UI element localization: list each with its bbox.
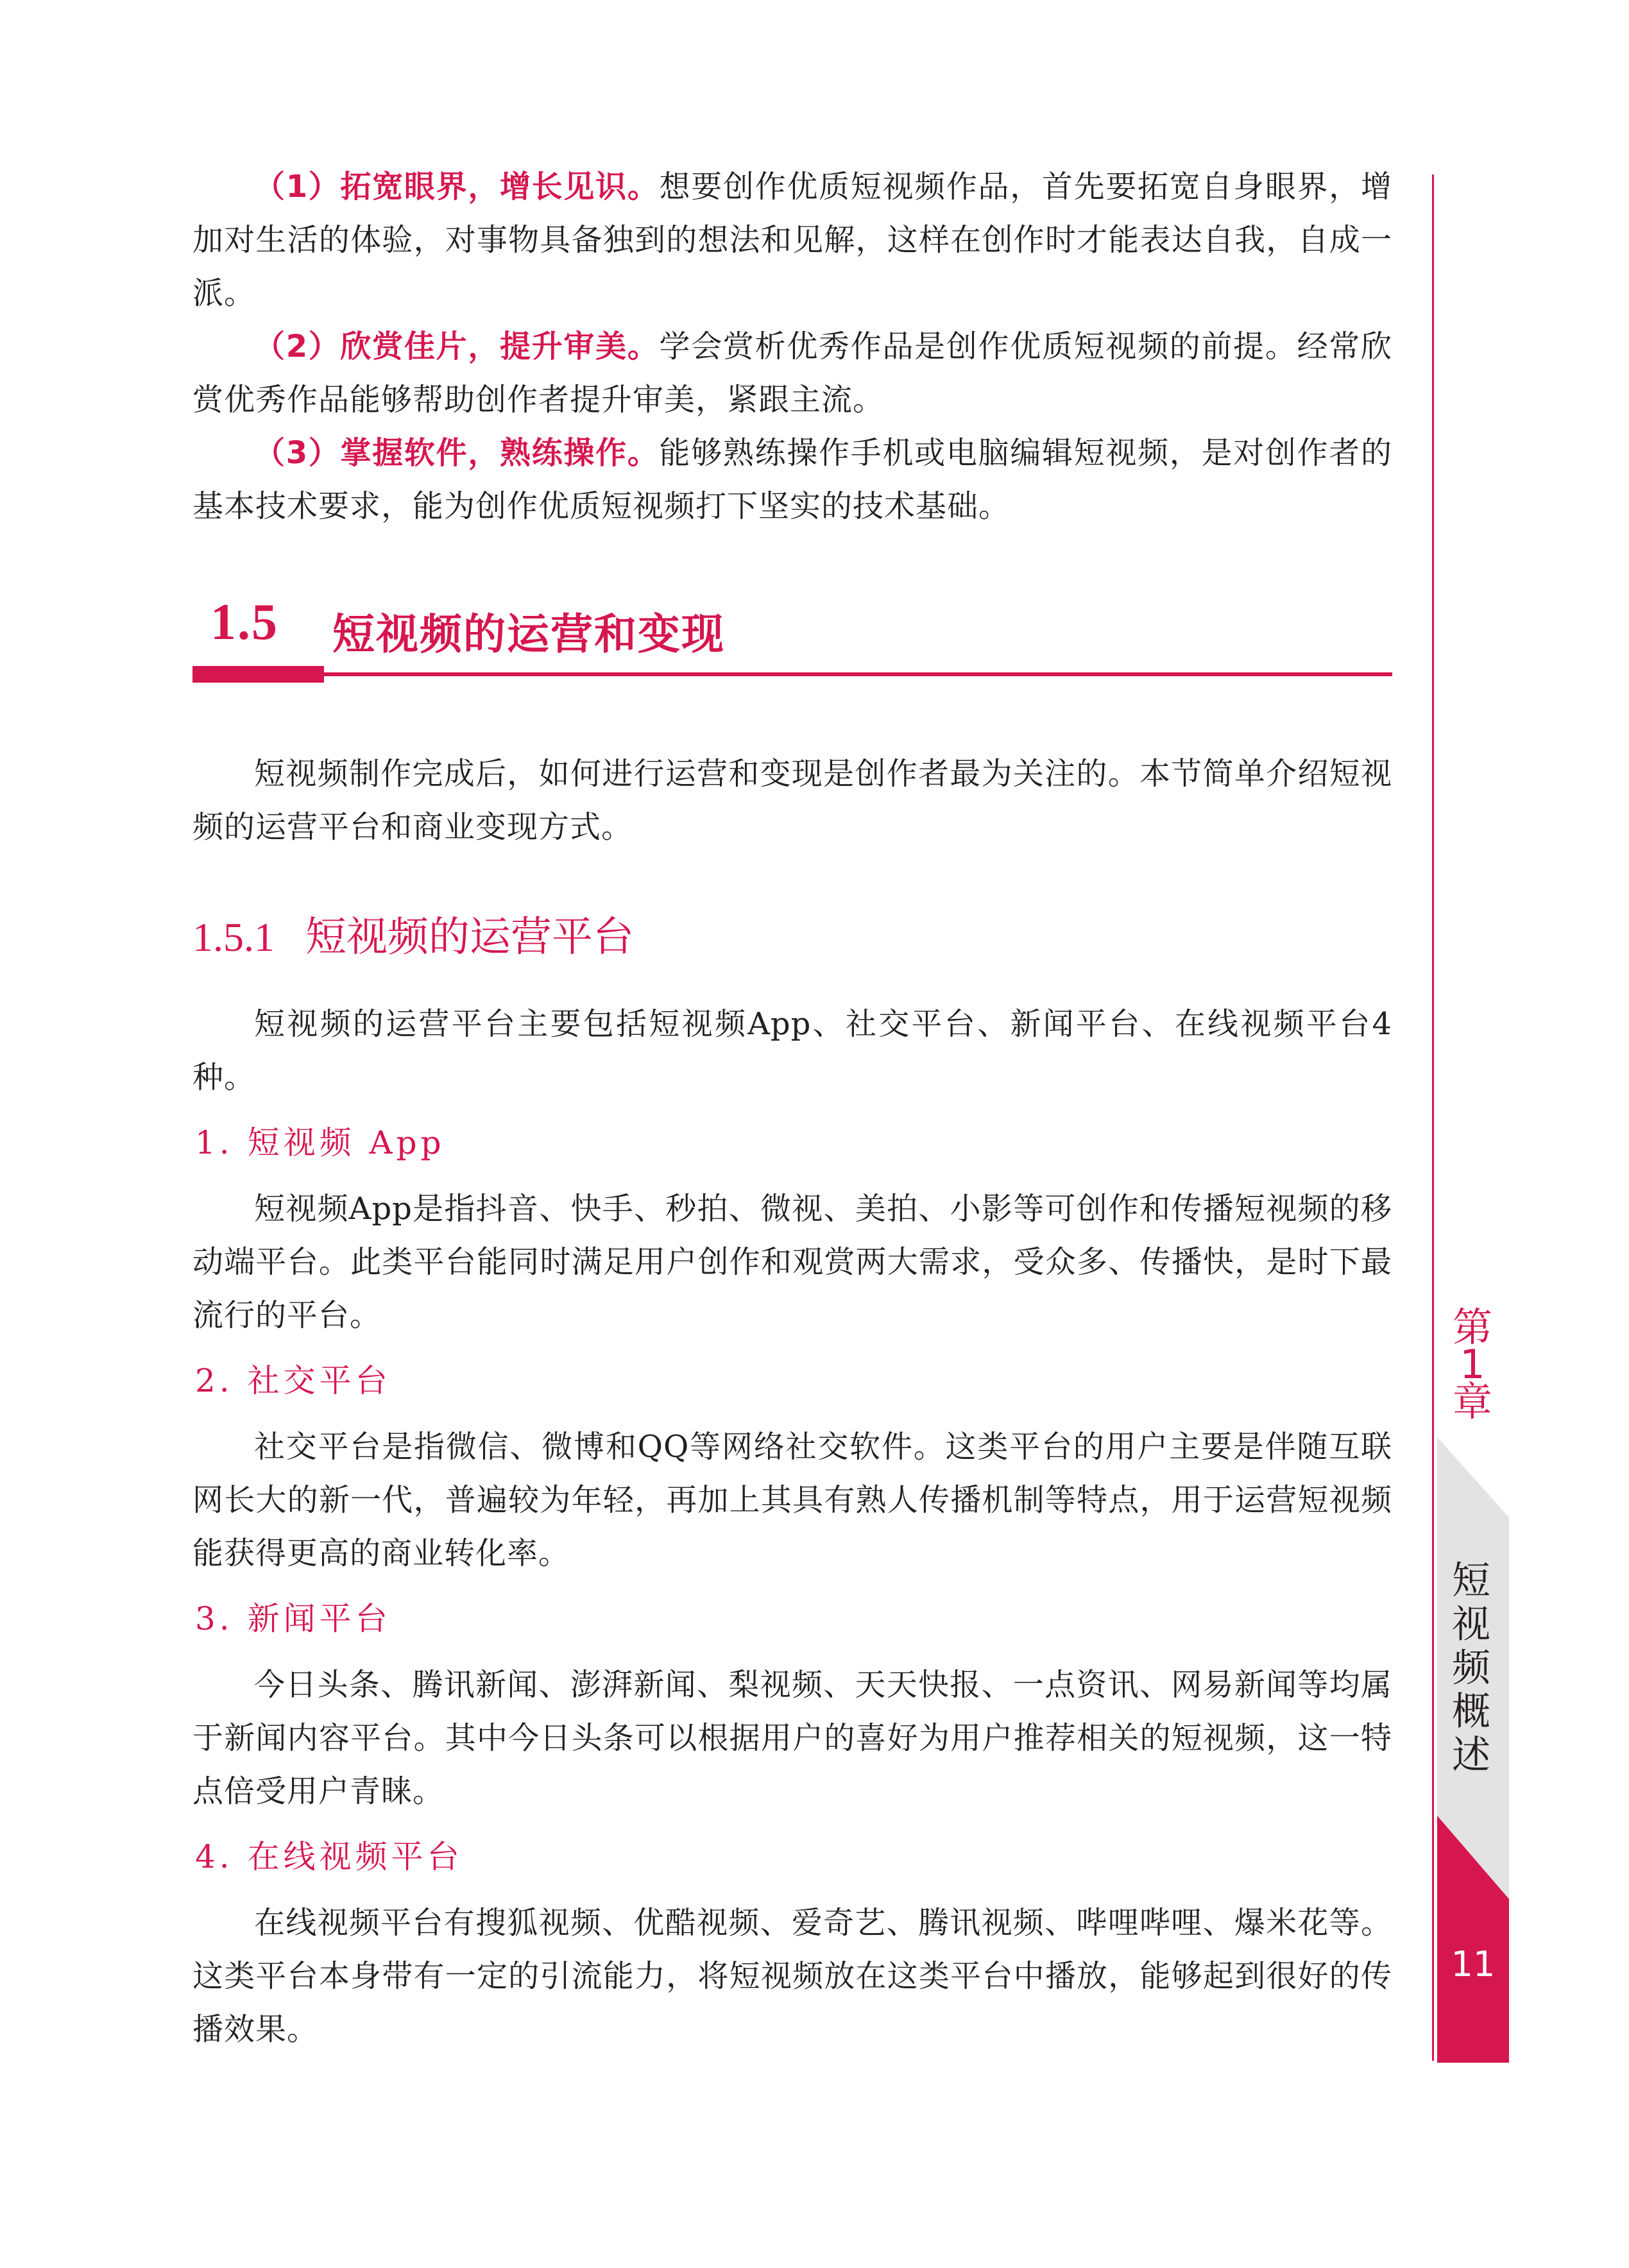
paragraph-2: [192, 320, 1392, 427]
chapter-char-1: 第: [1452, 1304, 1492, 1351]
item-heading-2: 2. 社交平台: [195, 1362, 391, 1399]
paragraph-lead: （3）掌握软件，熟练操作。: [254, 435, 660, 471]
chapter-char-2: 章: [1452, 1378, 1492, 1425]
margin-rule: [1432, 175, 1434, 2061]
paragraph-text: 学会赏析优秀作品是创作优质短视频的前提。经常欣赏优秀作品能够帮助创作者提升审美，紧跟主流。: [192, 328, 1392, 418]
page-number-tab: [1437, 1816, 1509, 2063]
item-text-3: 今日头条、腾讯新闻、澎湃新闻、梨视频、天天快报、一点资讯、网易新闻等均属于新闻内容平台。其中今日头条可以根据用户的喜好为用户推荐相关的短视频，这一特点倍受用户青睐。: [192, 1667, 1392, 1809]
paragraph-lead: （1）拓宽眼界，增长见识。: [254, 169, 660, 205]
subsection-intro: 短视频的运营平台主要包括短视频App、社交平台、新闻平台、在线视频平台4种。: [192, 1006, 1392, 1095]
section-heading: [192, 594, 1392, 697]
section-underline-thin: [324, 672, 1392, 676]
item-heading-3: 3. 新闻平台: [195, 1600, 391, 1637]
item-text-2: 社交平台是指微信、微博和QQ等网络社交软件。这类平台的用户主要是伴随互联网长大的新一代，普遍较为年轻，再加上其具有熟人传播机制等特点，用于运营短视频能获得更高的商业转化率。: [192, 1429, 1392, 1571]
section-intro: 短视频制作完成后，如何进行运营和变现是创作者最为关注的。本节简单介绍短视频的运营平台和商业变现方式。: [192, 756, 1392, 845]
subsection-heading: [192, 905, 1392, 969]
paragraph-lead: （2）欣赏佳片，提升审美。: [254, 328, 660, 364]
subsection-number: 1.5.1: [192, 914, 275, 960]
page-number: 11: [1451, 1944, 1496, 1984]
chapter-number: 1: [1460, 1341, 1485, 1388]
item-heading-1: 1. 短视频 App: [195, 1124, 445, 1161]
section-title: 短视频的运营和变现: [332, 610, 725, 659]
page-content: [192, 160, 1392, 2056]
subsection-title: 短视频的运营平台: [305, 914, 634, 961]
chapter-label: [1437, 1304, 1508, 1425]
section-number: 1.5: [210, 594, 278, 651]
item-heading-4: 4. 在线视频平台: [195, 1838, 463, 1875]
item-text-4: 在线视频平台有搜狐视频、优酷视频、爱奇艺、腾讯视频、哔哩哔哩、爆米花等。这类平台本身带有一定的引流能力，将短视频放在这类平台中播放，能够起到很好的传播效果。: [192, 1905, 1392, 2047]
paragraph-1: [192, 160, 1392, 320]
section-underline-thick: [192, 666, 324, 683]
paragraph-text: 能够熟练操作手机或电脑编辑短视频，是对创作者的基本技术要求，能为创作优质短视频打下坚实的技术基础。: [192, 435, 1392, 524]
paragraph-text: 想要创作优质短视频作品，首先要拓宽自身眼界，增加对生活的体验，对事物具备独到的想法和见解，这样在创作时才能表达自我，自成一派。: [192, 169, 1392, 311]
chapter-title: 短视频概述: [1452, 1558, 1490, 1778]
paragraph-3: [192, 427, 1392, 533]
item-text-1: 短视频App是指抖音、快手、秒拍、微视、美拍、小影等可创作和传播短视频的移动端平台。此类平台能同时满足用户创作和观赏两大需求，受众多、传播快，是时下最流行的平台。: [192, 1191, 1392, 1333]
